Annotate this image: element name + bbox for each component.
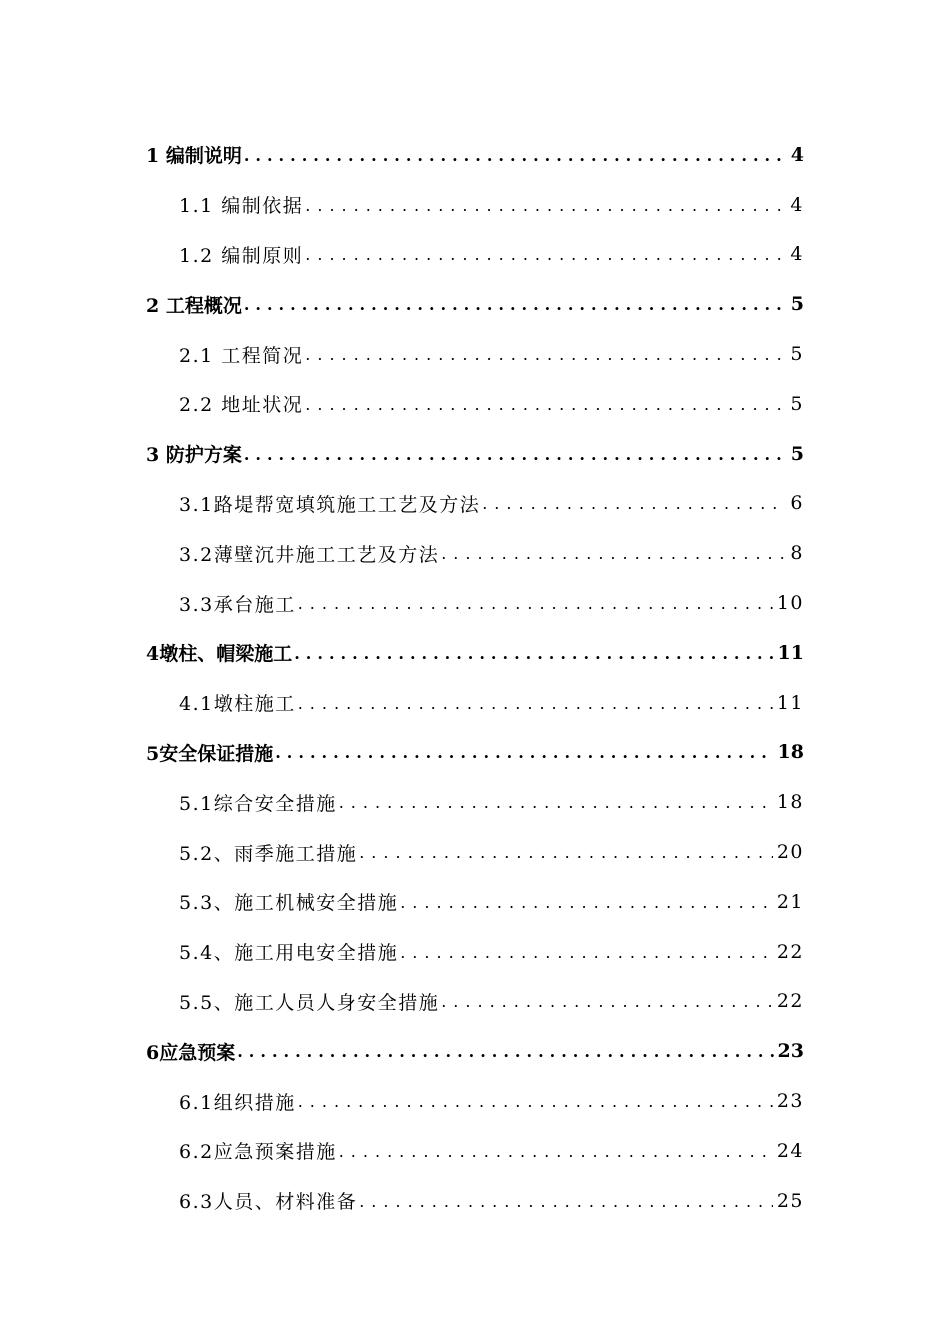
toc-entry-title: 3.3承台施工 (179, 593, 296, 616)
toc-entry[interactable] (0, 877, 950, 927)
toc-entry[interactable] (0, 379, 950, 429)
toc-entry-page: 20 (776, 841, 804, 864)
dot-leader (244, 293, 787, 315)
toc-entry-page: 24 (776, 1139, 804, 1162)
toc-entry-title: 5.3、施工机械安全措施 (179, 892, 399, 915)
toc-entry-title: 4.1墩柱施工 (179, 693, 296, 716)
toc-entry[interactable] (0, 977, 950, 1027)
dot-leader (339, 1140, 773, 1162)
toc-entry-page: 23 (776, 1090, 804, 1113)
toc-entry[interactable] (0, 578, 950, 628)
toc-entry-title: 6.1组织措施 (179, 1091, 296, 1114)
toc-entry[interactable] (0, 1176, 950, 1226)
dot-leader (244, 443, 787, 465)
dot-leader (237, 1040, 773, 1062)
toc-entry-page: 21 (776, 890, 804, 913)
toc-entry-page: 4 (790, 143, 804, 166)
dot-leader (441, 990, 773, 1012)
toc-entry[interactable] (0, 678, 950, 728)
toc-entry[interactable] (0, 1026, 950, 1076)
dot-leader (400, 941, 773, 963)
dot-leader (359, 841, 773, 863)
toc-entry-page: 4 (790, 193, 804, 216)
toc-entry-title: 6.3人员、材料准备 (179, 1191, 358, 1214)
toc-entry-title: 2.2 地址状况 (179, 394, 304, 417)
toc-entry-page: 11 (776, 691, 804, 714)
toc-entry-page: 18 (777, 741, 804, 764)
toc-entry[interactable] (0, 728, 950, 778)
toc-entry[interactable] (0, 479, 950, 529)
toc-entry-title: 1 编制说明 (146, 145, 242, 168)
dot-leader (298, 692, 773, 714)
toc-entry-title: 3.2薄壁沉井施工工艺及方法 (179, 543, 440, 566)
toc-entry-page: 11 (777, 641, 804, 664)
toc-entry[interactable] (0, 777, 950, 827)
toc-entry[interactable] (0, 230, 950, 280)
dot-leader (305, 243, 786, 265)
toc-entry-page: 5 (790, 442, 804, 465)
dot-leader (339, 791, 773, 813)
dot-leader (359, 1190, 773, 1212)
toc-entry-page: 18 (776, 791, 804, 814)
toc-entry[interactable] (0, 1126, 950, 1176)
toc-entry-page: 25 (776, 1189, 804, 1212)
toc-entry-page: 4 (790, 243, 804, 266)
toc-entry-page: 5 (790, 392, 804, 415)
toc-entry-title: 2.1 工程简况 (179, 344, 304, 367)
toc-entry-page: 22 (776, 990, 804, 1013)
toc-entry-title: 1.1 编制依据 (179, 195, 304, 218)
dot-leader (294, 642, 773, 664)
dot-leader (400, 891, 773, 913)
toc-entry-page: 23 (777, 1040, 804, 1063)
dot-leader (298, 1090, 773, 1112)
toc-entry-title: 5.4、施工用电安全措施 (179, 942, 399, 965)
toc-entry[interactable] (0, 429, 950, 479)
toc-entry[interactable] (0, 329, 950, 379)
dot-leader (305, 393, 786, 415)
toc-entry[interactable] (0, 528, 950, 578)
toc-entry[interactable] (0, 927, 950, 977)
toc-entry-title: 3 防护方案 (146, 444, 242, 467)
toc-entry[interactable] (0, 827, 950, 877)
dot-leader (275, 741, 773, 763)
toc-entry-page: 8 (790, 542, 804, 565)
table-of-contents (0, 130, 950, 1226)
toc-entry-page: 6 (790, 492, 804, 515)
toc-entry-title: 3.1路堤帮宽填筑施工工艺及方法 (179, 493, 481, 516)
toc-entry-page: 22 (776, 940, 804, 963)
toc-entry-title: 5.2、雨季施工措施 (179, 842, 358, 865)
dot-leader (298, 592, 773, 614)
toc-entry-title: 4墩柱、帽梁施工 (146, 643, 293, 666)
toc-entry-page: 5 (790, 343, 804, 366)
dot-leader (244, 144, 787, 166)
toc-entry[interactable] (0, 279, 950, 329)
toc-entry[interactable] (0, 1076, 950, 1126)
toc-entry-page: 10 (776, 592, 804, 615)
toc-entry-page: 5 (790, 293, 804, 316)
dot-leader (305, 343, 786, 365)
toc-entry-title: 5.5、施工人员人身安全措施 (179, 991, 440, 1014)
toc-entry-title: 5安全保证措施 (146, 742, 274, 765)
dot-leader (482, 492, 786, 514)
toc-entry-title: 5.1综合安全措施 (179, 792, 337, 815)
toc-entry-title: 6应急预案 (146, 1041, 236, 1064)
toc-entry[interactable] (0, 130, 950, 180)
toc-entry[interactable] (0, 628, 950, 678)
dot-leader (441, 542, 786, 564)
dot-leader (305, 194, 786, 216)
toc-entry[interactable] (0, 180, 950, 230)
toc-entry-title: 6.2应急预案措施 (179, 1141, 337, 1164)
toc-entry-title: 2 工程概况 (146, 294, 242, 317)
toc-entry-title: 1.2 编制原则 (179, 244, 304, 267)
